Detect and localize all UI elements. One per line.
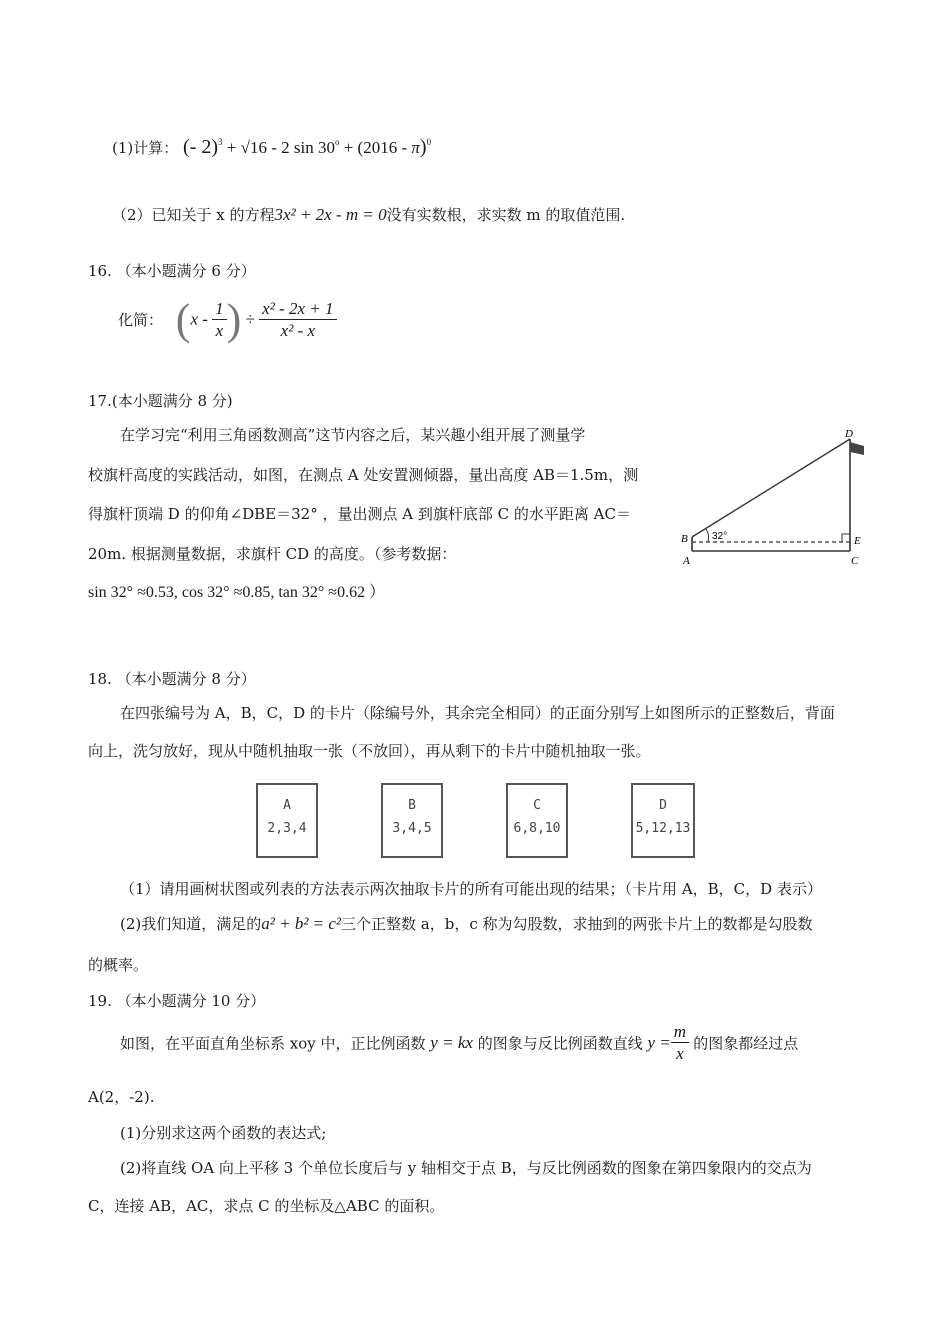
card-c-letter: C (533, 798, 541, 813)
q16-label: 化简： (118, 311, 164, 329)
direct-proportion-expression: y = kx (430, 1032, 473, 1052)
card-c-numbers: 6,8,10 (513, 821, 561, 836)
pythagorean-equation: a² + b² = c² (261, 914, 342, 933)
q17-line-3: 得旗杆顶端 D 的仰角∠DBE＝32° ，量出测点 A 到旗杆底部 C 的水平距离 AC＝ (88, 505, 631, 523)
q17-reference-data: sin 32° ≈0.53, cos 32° ≈0.85, tan 32° ≈0.62 ） (88, 584, 386, 601)
q19-part1: (1)分别求这两个函数的表达式; (120, 1124, 327, 1142)
q18-intro-line-2: 向上，洗匀放好，现从中随机抽取一张（不放回），再从剩下的卡片中随机抽取一张。 (88, 742, 651, 760)
q16-expression: (x - $\frac{1}{x}$ ) ÷ $\frac{\text{x² - 2x + 1}}{\text{x² - x}}$ (176, 294, 337, 345)
q18-part2-line-1: (2)我们知道，满足的a² + b² = c²三个正整数 a，b，c 称为勾股数，求抽到的两张卡片上的数都是勾股数 (120, 914, 813, 933)
q16-simplify (118, 294, 337, 345)
label-d: D (845, 428, 853, 440)
card-b (381, 783, 443, 858)
q16-header: 16. （本小题满分 6 分） (88, 262, 256, 280)
sight-line-bd (692, 439, 850, 537)
q17-header: 17.(本小题满分 8 分) (88, 392, 233, 410)
q17-line-2: 校旗杆高度的实践活动，如图，在测点 A 处安置测倾器，量出高度 AB＝1.5m，测 (88, 466, 639, 484)
q18-intro-line-1: 在四张编号为 A，B，C，D 的卡片（除编号外，其余完全相同）的正面分别写上如图所示的正整数后，背面 (120, 704, 835, 722)
q15-part2 (112, 204, 625, 225)
q18-part1: （1）请用画树状图或列表的方法表示两次抽取卡片的所有可能出现的结果；（卡片用 A，B，C，D 表示） (120, 880, 822, 898)
card-c (506, 783, 568, 858)
label-e: E (854, 535, 861, 547)
q17-line-4: 20m. 根据测量数据，求旗杆 CD 的高度。（参考数据： (88, 545, 457, 563)
q19-part2-line-1: (2)将直线 OA 向上平移 3 个单位长度后与 y 轴相交于点 B，与反比例函数的图象在第四象限内的交点为 (120, 1159, 812, 1177)
label-c: C (851, 555, 859, 567)
card-b-numbers: 3,4,5 (392, 821, 432, 836)
angle-label: 32° (712, 531, 728, 542)
q15-part1-expression: (- 2)$^3$ + √16 - 2 $\sin 30^o + (2016 - \pi)^0$ (183, 136, 432, 158)
q15-part1-label: (1)计算： (112, 139, 179, 157)
q19-header: 19. （本小题满分 10 分） (88, 992, 266, 1010)
card-b-letter: B (408, 798, 416, 813)
q15-part2-text-before: （2）已知关于 x 的方程 (112, 206, 275, 224)
angle-arc (706, 529, 709, 542)
flag (850, 442, 864, 455)
q15-part2-text-after: 没有实数根，求实数 m 的取值范围. (386, 206, 626, 224)
card-d (631, 783, 695, 858)
q19-intro: 如图，在平面直角坐标系 xoy 中，正比例函数 y = kx 的图象与反比例函数直线 y = $\frac{m}{x}$ 的图象都经过点 (120, 1022, 799, 1064)
card-a-numbers: 2,3,4 (267, 821, 307, 836)
card-d-letter: D (659, 798, 667, 813)
q16-fraction-1: $\frac{1}{x}$ (212, 298, 227, 342)
inverse-proportion-expression: y = $\frac{m}{x}$ (647, 1032, 693, 1051)
card-a (256, 783, 318, 858)
right-angle-mark (842, 534, 850, 542)
flagpole-diagram (678, 425, 870, 570)
q18-header: 18. （本小题满分 8 分） (88, 670, 256, 688)
q17-line-1: 在学习完“利用三角函数测高”这节内容之后，某兴趣小组开展了测量学 (120, 426, 586, 444)
q18-part2-line-2: 的概率。 (88, 956, 149, 974)
label-a: A (683, 555, 690, 567)
q15-part2-equation: 3x² + 2x - m = 0 (274, 205, 387, 224)
label-b: B (681, 533, 688, 545)
q15-part1 (112, 136, 431, 159)
q19-point: A(2，-2). (88, 1088, 155, 1106)
q19-part2-line-2: C，连接 AB，AC，求点 C 的坐标及△ABC 的面积。 (88, 1197, 445, 1215)
card-d-numbers: 5,12,13 (635, 821, 691, 836)
q16-fraction-2: $\frac{\text{x² - 2x + 1}}{\text{x² - x}}$ (259, 298, 336, 342)
card-a-letter: A (283, 798, 291, 813)
